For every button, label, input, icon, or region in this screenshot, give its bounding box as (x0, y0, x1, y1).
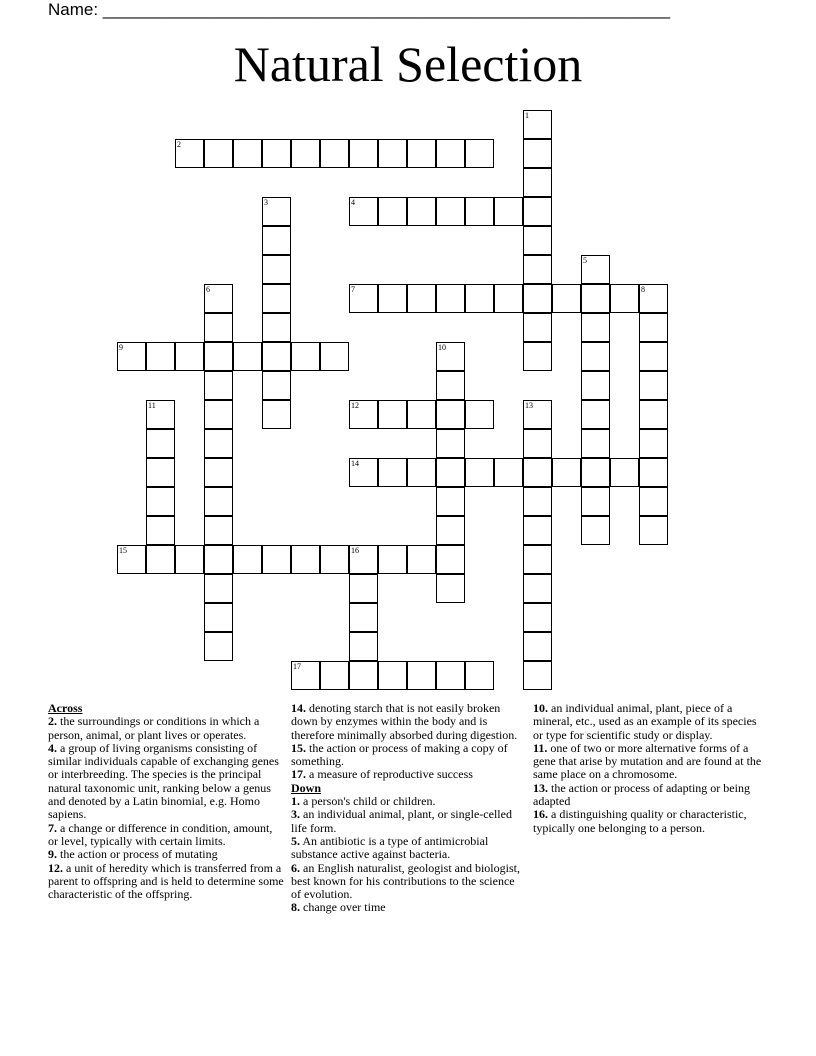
grid-cell[interactable] (378, 284, 407, 313)
grid-cell[interactable] (523, 226, 552, 255)
grid-cell[interactable] (320, 139, 349, 168)
clues-column-1 (48, 702, 284, 901)
grid-cell[interactable] (204, 400, 233, 429)
grid-cell[interactable] (407, 545, 436, 574)
clue-number: 15 (119, 546, 127, 555)
clue-number: 13 (525, 401, 533, 410)
grid-cell[interactable] (204, 342, 233, 371)
clue (291, 862, 525, 902)
clue-text: a person's child or children. (300, 794, 436, 809)
grid-cell[interactable] (581, 458, 610, 487)
grid-cell[interactable] (175, 342, 204, 371)
clue-num: 2. (48, 714, 57, 729)
grid-cell[interactable] (436, 458, 465, 487)
grid-cell[interactable] (407, 139, 436, 168)
clue-number: 9 (119, 343, 123, 352)
grid-cell[interactable] (117, 342, 146, 371)
clue-text: a measure of reproductive success (306, 767, 473, 782)
grid-cell[interactable] (581, 342, 610, 371)
grid-cell[interactable] (233, 545, 262, 574)
grid-cell[interactable] (320, 545, 349, 574)
grid-cell[interactable] (349, 197, 378, 226)
grid-cell[interactable] (639, 458, 668, 487)
clue-num: 12. (48, 860, 63, 875)
grid-cell[interactable] (291, 342, 320, 371)
grid-cell[interactable] (581, 429, 610, 458)
clue-number: 16 (351, 546, 359, 555)
grid-cell[interactable] (581, 487, 610, 516)
grid-cell[interactable] (204, 458, 233, 487)
grid-cell[interactable] (581, 371, 610, 400)
grid-cell[interactable] (581, 284, 610, 313)
grid-cell[interactable] (639, 429, 668, 458)
grid-cell[interactable] (523, 574, 552, 603)
grid-cell[interactable] (639, 342, 668, 371)
grid-cell[interactable] (465, 458, 494, 487)
clue-number: 10 (438, 343, 446, 352)
grid-cell[interactable] (552, 458, 581, 487)
grid-cell[interactable] (523, 545, 552, 574)
grid-cell[interactable] (146, 516, 175, 545)
clue (291, 742, 525, 769)
grid-cell[interactable] (523, 516, 552, 545)
grid-cell[interactable] (204, 284, 233, 313)
grid-cell[interactable] (407, 400, 436, 429)
clue-number: 11 (148, 401, 156, 410)
grid-cell[interactable] (523, 487, 552, 516)
clue-text: the action or process of mutating (57, 847, 218, 862)
grid-cell[interactable] (146, 545, 175, 574)
grid-cell[interactable] (436, 371, 465, 400)
grid-cell[interactable] (117, 545, 146, 574)
grid-cell[interactable] (465, 197, 494, 226)
grid-cell[interactable] (465, 284, 494, 313)
clue-number: 1 (525, 111, 529, 120)
grid-cell[interactable] (378, 197, 407, 226)
grid-cell[interactable] (581, 516, 610, 545)
grid-cell[interactable] (204, 371, 233, 400)
clue-number: 8 (641, 285, 645, 294)
clue-number: 14 (351, 459, 359, 468)
clue-num: 15. (291, 740, 306, 755)
grid-cell[interactable] (262, 313, 291, 342)
grid-cell[interactable] (494, 284, 523, 313)
grid-cell[interactable] (465, 400, 494, 429)
grid-cell[interactable] (523, 632, 552, 661)
clue-list-across-2 (291, 702, 525, 782)
grid-cell[interactable] (436, 661, 465, 690)
clue-list-down-1 (291, 795, 525, 915)
grid-cell[interactable] (639, 400, 668, 429)
grid-cell[interactable] (349, 400, 378, 429)
clue (48, 848, 284, 861)
grid-cell[interactable] (291, 661, 320, 690)
clue (533, 782, 769, 809)
grid-cell[interactable] (523, 110, 552, 139)
grid-cell[interactable] (378, 458, 407, 487)
grid-cell[interactable] (146, 458, 175, 487)
grid-cell[interactable] (291, 139, 320, 168)
grid-cell[interactable] (639, 487, 668, 516)
clues-column-2 (291, 702, 525, 915)
grid-cell[interactable] (175, 545, 204, 574)
grid-cell[interactable] (436, 429, 465, 458)
grid-cell[interactable] (204, 487, 233, 516)
grid-cell[interactable] (581, 313, 610, 342)
grid-cell[interactable] (436, 574, 465, 603)
grid-cell[interactable] (523, 458, 552, 487)
page-title: Natural Selection (233, 36, 583, 92)
clue-list-down-2 (533, 702, 769, 835)
grid-cell[interactable] (349, 458, 378, 487)
clue-number: 2 (177, 140, 181, 149)
grid-cell[interactable] (204, 516, 233, 545)
clue-text: a distinguishing quality or characteristic, typically one belonging to a person. (533, 807, 747, 835)
grid-cell[interactable] (378, 139, 407, 168)
grid-cell[interactable] (407, 458, 436, 487)
grid-cell[interactable] (262, 255, 291, 284)
clue (291, 808, 525, 835)
grid-cell[interactable] (523, 168, 552, 197)
grid-cell[interactable] (523, 342, 552, 371)
clue-number: 3 (264, 198, 268, 207)
grid-cell[interactable] (436, 400, 465, 429)
down-heading: Down (291, 780, 322, 795)
grid-cell[interactable] (175, 139, 204, 168)
name-label: Name: (48, 0, 103, 19)
grid-cell[interactable] (523, 139, 552, 168)
clue (291, 768, 525, 781)
grid-cell[interactable] (146, 342, 175, 371)
clue-num: 11. (533, 740, 548, 755)
clue-num: 9. (48, 847, 57, 862)
clue-text: a group of living organisms consisting of similar individuals capable of exchanging genes or interbreeding. The species is the principal natural taxonomic unit, ranking below a genus and denoted by a Latin binomial, e.g. Homo sapiens. (48, 740, 279, 822)
clue-num: 4. (48, 740, 57, 755)
clue-text: the action or process of adapting or being adapted (533, 780, 750, 809)
grid-cell[interactable] (378, 400, 407, 429)
clue-num: 8. (291, 900, 300, 915)
clue-list-across-1 (48, 715, 284, 901)
grid-cell[interactable] (581, 255, 610, 284)
grid-cell[interactable] (262, 400, 291, 429)
clue-num: 6. (291, 860, 300, 875)
clue-number: 7 (351, 285, 355, 294)
grid-cell[interactable] (523, 603, 552, 632)
clue-number: 17 (293, 662, 301, 671)
clue-num: 10. (533, 701, 548, 715)
clues-column-3 (533, 702, 769, 835)
grid-cell[interactable] (407, 661, 436, 690)
clue (533, 742, 769, 782)
grid-cell[interactable] (523, 661, 552, 690)
grid-cell[interactable] (349, 574, 378, 603)
grid-cell[interactable] (407, 197, 436, 226)
name-underline[interactable]: ____________________________________________________________ (102, 0, 671, 19)
clue-text: denoting starch that is not easily broken down by enzymes within the body and is therefore minimally absorbed during digestion. (291, 701, 518, 742)
grid-cell[interactable] (494, 197, 523, 226)
grid-cell[interactable] (639, 313, 668, 342)
grid-cell[interactable] (523, 313, 552, 342)
clue-num: 7. (48, 820, 57, 835)
grid-cell[interactable] (349, 632, 378, 661)
clue-num: 16. (533, 807, 548, 822)
clue-text: an individual animal, plant, piece of a mineral, etc., used as an example of its species or type for scientific study or display. (533, 701, 757, 742)
grid-cell[interactable] (610, 284, 639, 313)
clue (291, 835, 525, 862)
grid-cell[interactable] (204, 603, 233, 632)
clue-number: 4 (351, 198, 355, 207)
clue (48, 822, 284, 849)
grid-cell[interactable] (436, 516, 465, 545)
clue (291, 901, 525, 914)
grid-cell[interactable] (146, 487, 175, 516)
clue-num: 5. (291, 833, 300, 848)
grid-cell[interactable] (610, 458, 639, 487)
clue-num: 1. (291, 794, 300, 809)
grid-cell[interactable] (436, 487, 465, 516)
clue-text: An antibiotic is a type of antimicrobial substance active against bacteria. (291, 833, 489, 862)
grid-cell[interactable] (639, 371, 668, 400)
grid-cell[interactable] (204, 313, 233, 342)
grid-cell[interactable] (349, 603, 378, 632)
grid-cell[interactable] (639, 284, 668, 313)
clue (291, 795, 525, 808)
grid-cell[interactable] (349, 284, 378, 313)
grid-cell[interactable] (146, 400, 175, 429)
grid-cell[interactable] (349, 139, 378, 168)
grid-cell[interactable] (465, 661, 494, 690)
clue-number: 12 (351, 401, 359, 410)
grid-cell[interactable] (262, 226, 291, 255)
grid-cell[interactable] (262, 197, 291, 226)
grid-cell[interactable] (407, 284, 436, 313)
clue-text: the surroundings or conditions in which a person, animal, or plant lives or operates. (48, 714, 260, 742)
grid-cell[interactable] (291, 545, 320, 574)
grid-cell[interactable] (552, 284, 581, 313)
clue-text: a unit of heredity which is transferred from a parent to offspring and is held to determine some characteristic of the offspring. (48, 860, 284, 902)
grid-cell[interactable] (436, 139, 465, 168)
grid-cell[interactable] (378, 661, 407, 690)
grid-cell[interactable] (204, 545, 233, 574)
clue (48, 715, 284, 742)
grid-cell[interactable] (378, 545, 407, 574)
grid-cell[interactable] (146, 429, 175, 458)
grid-cell[interactable] (204, 574, 233, 603)
clue-text: an individual animal, plant, or single-celled life form. (291, 807, 512, 835)
clue (291, 702, 525, 742)
grid-cell[interactable] (523, 255, 552, 284)
grid-cell[interactable] (233, 139, 262, 168)
grid-cell[interactable] (436, 545, 465, 574)
grid-cell[interactable] (436, 342, 465, 371)
grid-cell[interactable] (233, 342, 262, 371)
grid-cell[interactable] (523, 284, 552, 313)
grid-cell[interactable] (320, 342, 349, 371)
grid-cell[interactable] (349, 545, 378, 574)
grid-cell[interactable] (523, 197, 552, 226)
clue (48, 862, 284, 902)
clue-num: 3. (291, 807, 300, 822)
grid-cell[interactable] (262, 139, 291, 168)
grid-cell[interactable] (349, 661, 378, 690)
grid-cell[interactable] (204, 139, 233, 168)
clue-num: 14. (291, 701, 306, 715)
grid-cell[interactable] (204, 429, 233, 458)
grid-cell[interactable] (262, 545, 291, 574)
grid-cell[interactable] (262, 371, 291, 400)
grid-cell[interactable] (465, 139, 494, 168)
clue-number: 5 (583, 256, 587, 265)
clue-text: one of two or more alternative forms of a gene that arise by mutation and are found at the same place on a chromosome. (533, 740, 762, 782)
grid-cell[interactable] (436, 284, 465, 313)
grid-cell[interactable] (262, 342, 291, 371)
clue-text: the action or process of making a copy of something. (291, 740, 508, 769)
grid-cell[interactable] (262, 284, 291, 313)
clue-text: a change or difference in condition, amount, or level, typically with certain limits. (48, 820, 273, 848)
grid-cell[interactable] (494, 458, 523, 487)
clue (48, 742, 284, 822)
clue (533, 702, 769, 742)
grid-cell[interactable] (204, 632, 233, 661)
across-heading: Across (48, 701, 83, 715)
clue-num: 13. (533, 780, 548, 795)
grid-cell[interactable] (320, 661, 349, 690)
clue-number: 6 (206, 285, 210, 294)
clue (533, 808, 769, 835)
grid-cell[interactable] (581, 400, 610, 429)
clue-num: 17. (291, 767, 306, 782)
grid-cell[interactable] (639, 516, 668, 545)
grid-cell[interactable] (523, 400, 552, 429)
grid-cell[interactable] (523, 429, 552, 458)
clue-text: change over time (300, 900, 386, 915)
grid-cell[interactable] (436, 197, 465, 226)
clue-text: an English naturalist, geologist and biologist, best known for his contributions to the science of evolution. (291, 860, 520, 902)
